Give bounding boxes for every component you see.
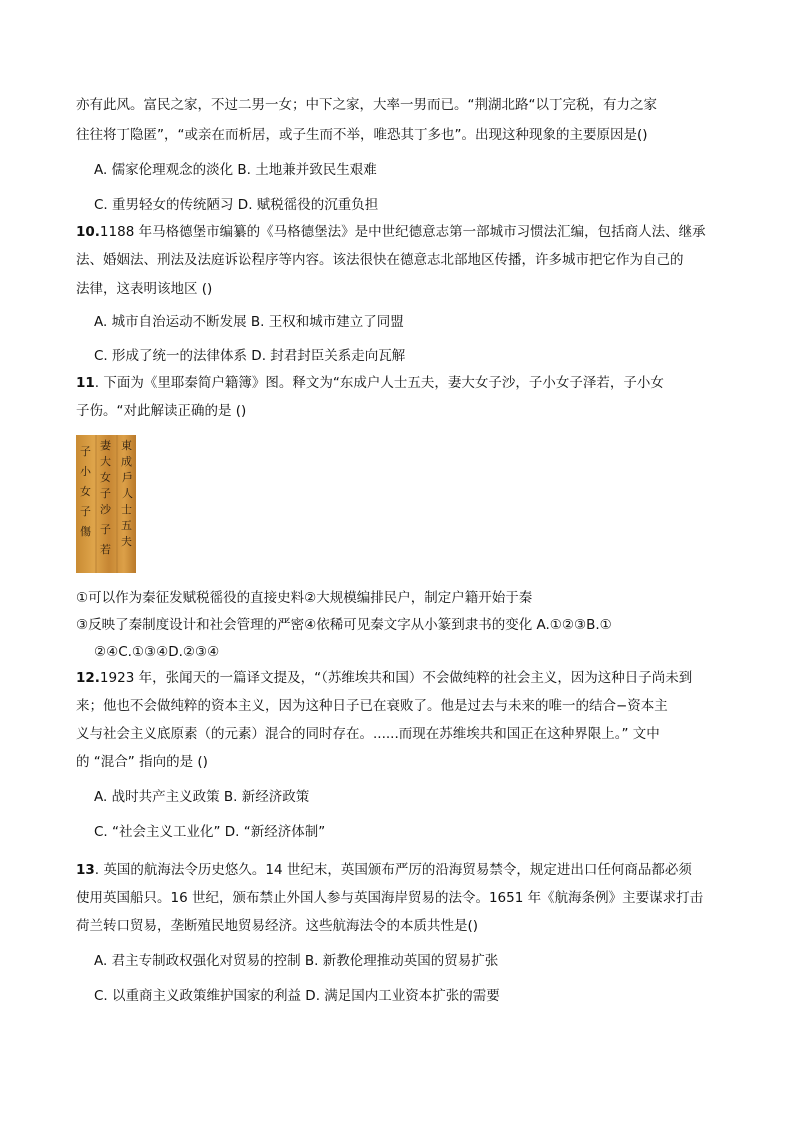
q10-text-line: 法律，这表明该地区 () bbox=[76, 281, 213, 297]
svg-text:若: 若 bbox=[100, 543, 111, 556]
q11-statements-line: ③反映了秦制度设计和社会管理的严密④依稀可见秦文字从小篆到隶书的变化 A.①②③B.① bbox=[76, 617, 612, 633]
svg-text:大: 大 bbox=[100, 455, 111, 468]
q11-number: 11 bbox=[76, 375, 95, 391]
q12-text-line: 义与社会主义底原素（的元素）混合的同时存在。......而现在苏维埃共和国正在这种界限上。” 文中 bbox=[76, 726, 660, 742]
q11-statements-line: ①可以作为秦征发赋税徭役的直接史料②大规模编排民户，制定户籍开始于秦 bbox=[76, 590, 533, 606]
q11-line-1 bbox=[76, 373, 664, 393]
q12-options-ab: A. 战时共产主义政策 B. 新经济政策 bbox=[94, 789, 310, 805]
q10-text: 1188 年马格德堡市编纂的《马格德堡法》是中世纪德意志第一部城市习惯法汇编，包括商人法、继承 bbox=[99, 224, 706, 240]
q10-text-line: 法、婚姻法、刑法及法庭诉讼程序等内容。该法很快在德意志北部地区传播，许多城市把它作为自己的 bbox=[76, 252, 684, 268]
q10-line-1 bbox=[76, 222, 706, 242]
q10-options-ab: A. 城市自治运动不断发展 B. 王权和城市建立了同盟 bbox=[94, 314, 404, 330]
svg-text:子: 子 bbox=[80, 445, 91, 458]
q11-text: . 下面为《里耶秦简户籍簿》图。释文为“东成户人士五夫，妻大女子沙，子小女子泽若，子小女 bbox=[94, 375, 664, 391]
q13-number: 13 bbox=[76, 862, 95, 878]
q13-text: . 英国的航海法令历史悠久。14 世纪末，英国颁布严厉的沿海贸易禁令，规定进出口任何商品都必须 bbox=[94, 862, 692, 878]
svg-text:子: 子 bbox=[100, 523, 111, 536]
svg-text:士: 士 bbox=[121, 503, 132, 516]
q9-options-ab: A. 儒家伦理观念的淡化 B. 土地兼并致民生艰难 bbox=[94, 162, 377, 178]
svg-text:人: 人 bbox=[122, 487, 133, 500]
bamboo-slip-image bbox=[76, 435, 136, 573]
svg-text:女: 女 bbox=[100, 471, 111, 484]
svg-text:女: 女 bbox=[80, 485, 91, 498]
svg-text:沙: 沙 bbox=[100, 503, 111, 516]
svg-text:傷: 傷 bbox=[80, 525, 91, 538]
svg-text:成: 成 bbox=[121, 455, 132, 468]
q10-options-cd: C. 形成了统一的法律体系 D. 封君封臣关系走向瓦解 bbox=[94, 348, 406, 364]
q12-text: 1923 年，张闻天的一篇译文提及，“（苏维埃共和国）不会做纯粹的社会主义，因为这种日子尚未到 bbox=[99, 670, 693, 686]
q13-text-line: 荷兰转口贸易，垄断殖民地贸易经济。这些航海法令的本质共性是() bbox=[76, 918, 479, 934]
svg-text:小: 小 bbox=[80, 465, 91, 478]
svg-text:五: 五 bbox=[121, 519, 132, 532]
svg-text:夫: 夫 bbox=[121, 535, 132, 548]
q12-number: 12. bbox=[76, 670, 100, 686]
q12-text-line: 来；他也不会做纯粹的资本主义，因为这种日子已在衰败了。他是过去与未来的唯一的结合−资本主 bbox=[76, 698, 668, 714]
q13-options-ab: A. 君主专制政权强化对贸易的控制 B. 新教伦理推动英国的贸易扩张 bbox=[94, 953, 499, 969]
svg-text:戶: 戶 bbox=[122, 471, 133, 484]
q9-text-line: 往往将丁隐匿”，“或亲在而析居，或子生而不举，唯恐其丁多也”。出现这种现象的主要原因是() bbox=[76, 127, 648, 143]
svg-text:東: 東 bbox=[121, 439, 132, 452]
q12-options-cd: C. “社会主义工业化” D. “新经济体制” bbox=[94, 824, 326, 840]
svg-text:子: 子 bbox=[80, 505, 91, 518]
q12-text-line: 的 “混合” 指向的是 () bbox=[76, 754, 208, 770]
q13-text-line: 使用英国船只。16 世纪，颁布禁止外国人参与英国海岸贸易的法令。1651 年《航海条例》主要谋求打击 bbox=[76, 890, 704, 906]
q11-statements-line: ②④C.①③④D.②③④ bbox=[94, 644, 220, 660]
q9-text-line: 亦有此风。富民之家，不过二男一女；中下之家，大率一男而已。“荆湖北路“以丁完税，有力之家 bbox=[76, 97, 657, 113]
q10-number: 10. bbox=[76, 224, 100, 240]
q9-options-cd: C. 重男轻女的传统陋习 D. 赋税徭役的沉重负担 bbox=[94, 197, 379, 213]
q11-text-line: 子伤。“对此解读正确的是 () bbox=[76, 403, 247, 419]
svg-text:子: 子 bbox=[100, 487, 111, 500]
svg-text:妻: 妻 bbox=[100, 439, 111, 452]
q13-options-cd: C. 以重商主义政策维护国家的利益 D. 满足国内工业资本扩张的需要 bbox=[94, 988, 500, 1004]
q13-line-1 bbox=[76, 860, 692, 880]
q12-line-1 bbox=[76, 668, 692, 688]
